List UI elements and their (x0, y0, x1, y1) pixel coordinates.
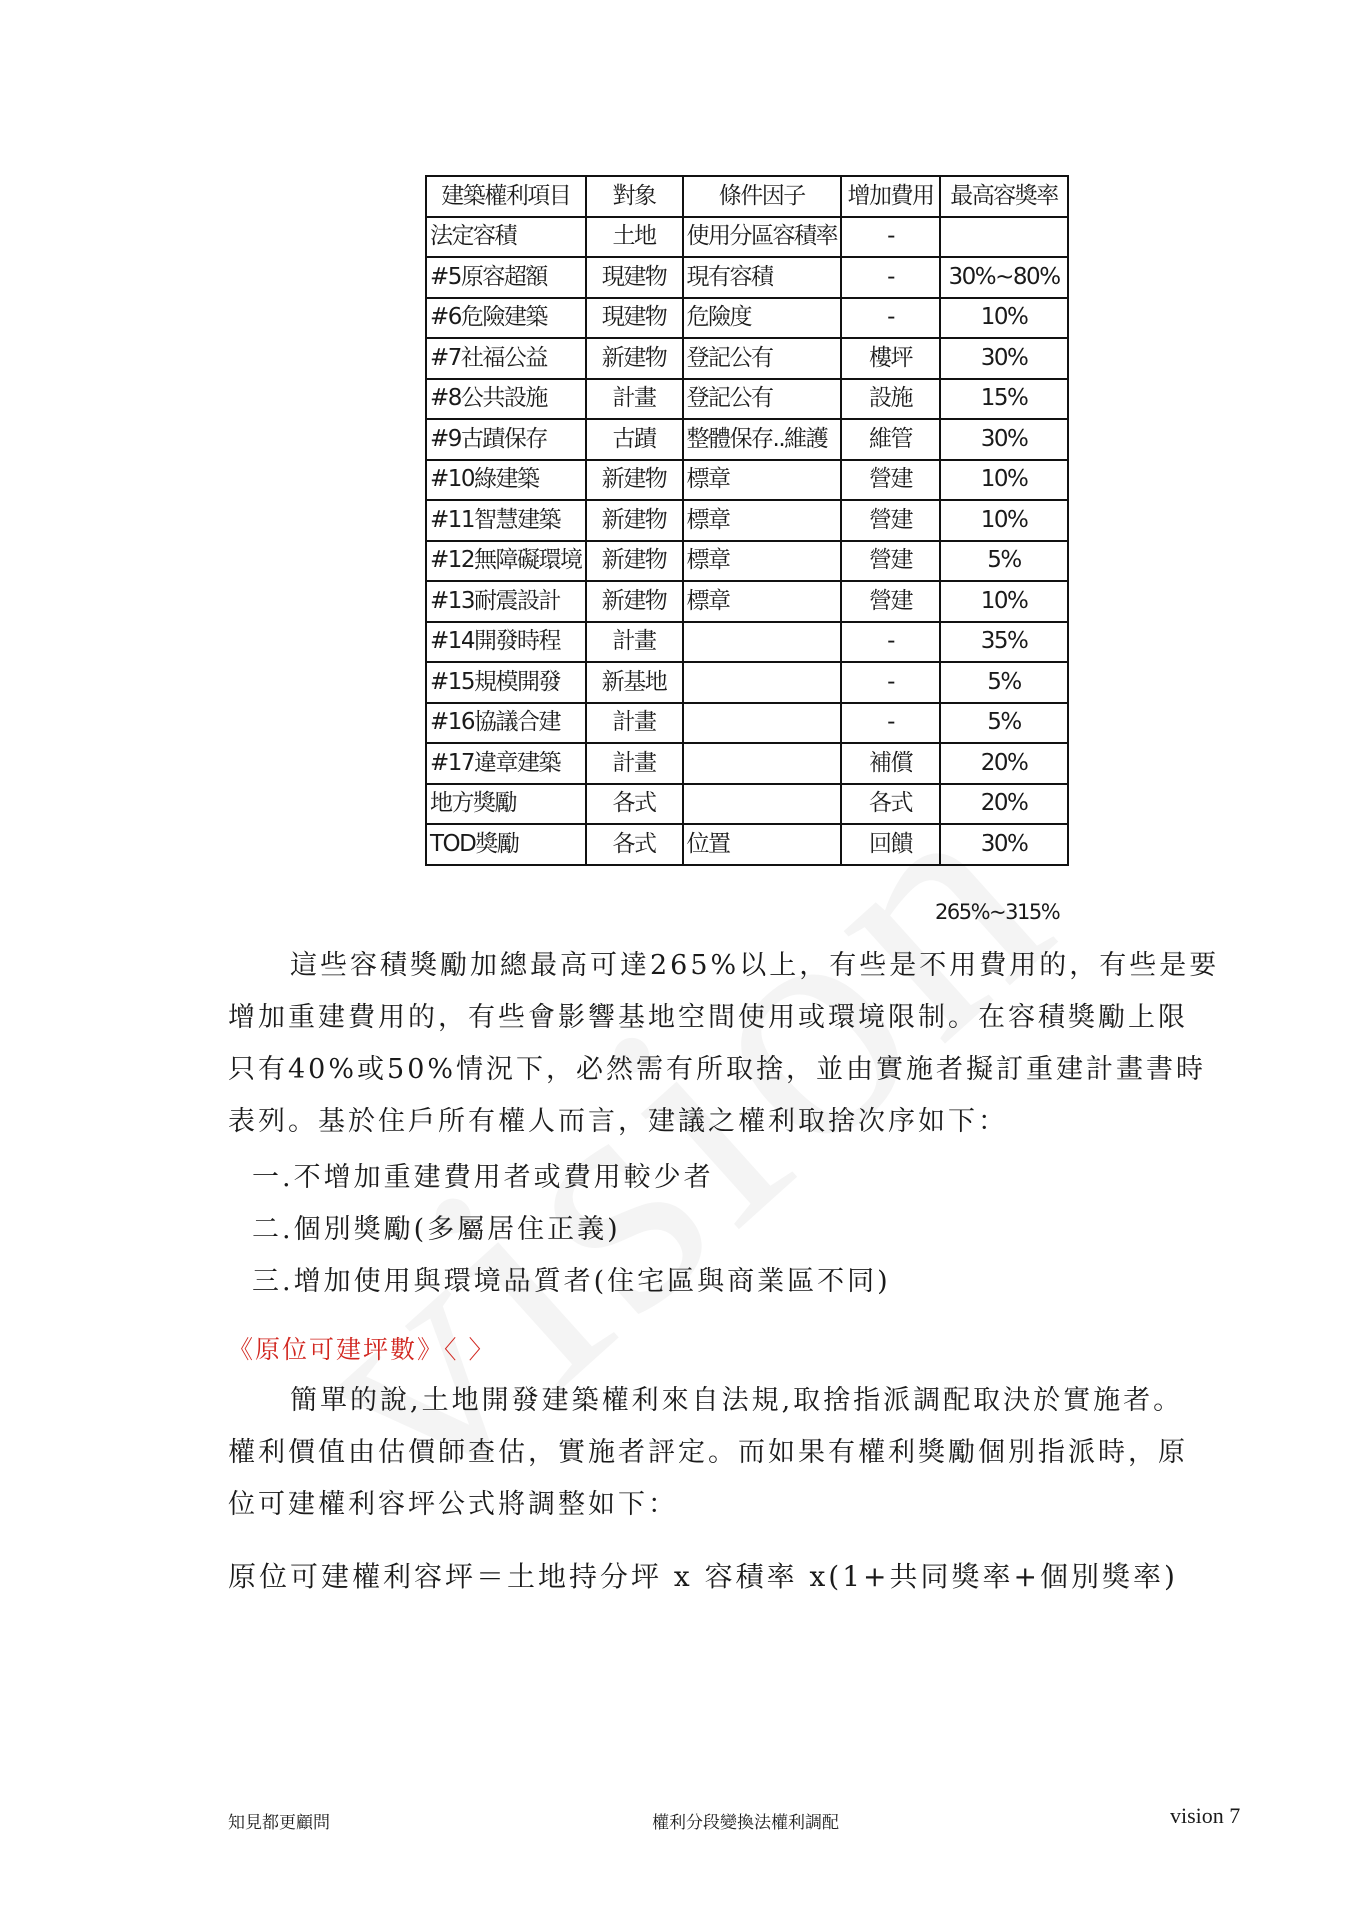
table-cell: 樓坪 (841, 338, 940, 379)
paragraph-line: 只有40%或50%情況下，必然需有所取捨，並由實施者擬訂重建計畫書時 (228, 1054, 1207, 1085)
table-row (426, 419, 1068, 460)
table-cell: #5原容超額 (426, 257, 586, 298)
table-row (426, 581, 1068, 622)
table-cell: 新建物 (586, 541, 683, 582)
table-cell: 5% (940, 703, 1068, 744)
table-row (426, 541, 1068, 582)
table-cell: 營建 (841, 500, 940, 541)
table-cell: 35% (940, 622, 1068, 663)
table-cell: 現有容積 (683, 257, 842, 298)
table-cell: #12無障礙環境 (426, 541, 586, 582)
table-row (426, 784, 1068, 825)
header-cell: 建築權利項目 (426, 176, 586, 217)
table-cell: 新建物 (586, 460, 683, 501)
table-cell (683, 784, 842, 825)
table-cell: TOD獎勵 (426, 824, 586, 865)
table-cell: #17違章建築 (426, 743, 586, 784)
table-cell (683, 622, 842, 663)
bonus-table (425, 175, 1069, 866)
table-cell: 10% (940, 500, 1068, 541)
table-cell: 計畫 (586, 622, 683, 663)
header-cell: 條件因子 (683, 176, 842, 217)
table-cell: 現建物 (586, 257, 683, 298)
list-item: 二.個別獎勵(多屬居住正義) (252, 1214, 621, 1245)
table-cell: 登記公有 (683, 379, 842, 420)
table-cell: 設施 (841, 379, 940, 420)
paragraph-line: 增加重建費用的，有些會影響基地空間使用或環境限制。在容積獎勵上限 (228, 1002, 1188, 1033)
table-cell: 新基地 (586, 662, 683, 703)
table-cell: #8公共設施 (426, 379, 586, 420)
paragraph-explanation (228, 1375, 1258, 1531)
section-title: 《原位可建坪數》〈 〉 (228, 1335, 496, 1364)
table-cell: 各式 (586, 784, 683, 825)
table-cell: 古蹟 (586, 419, 683, 460)
footer-title: 權利分段變換法權利調配 (652, 1813, 839, 1833)
table-header-row (426, 176, 1068, 217)
table-row (426, 743, 1068, 784)
table-cell: 20% (940, 784, 1068, 825)
table-cell: 標章 (683, 460, 842, 501)
table-cell: 計畫 (586, 379, 683, 420)
table-cell: 30% (940, 338, 1068, 379)
table-cell: 30% (940, 824, 1068, 865)
table-cell: #13耐震設計 (426, 581, 586, 622)
table-cell: #11智慧建築 (426, 500, 586, 541)
table-cell: 使用分區容積率 (683, 217, 842, 258)
bonus-total: 265%~315% (935, 900, 1060, 924)
table-row (426, 622, 1068, 663)
table-cell (683, 662, 842, 703)
table-cell: 30% (940, 419, 1068, 460)
table-cell: 標章 (683, 581, 842, 622)
table-cell: 標章 (683, 541, 842, 582)
table-cell: - (841, 662, 940, 703)
table-row (426, 500, 1068, 541)
table-cell: 法定容積 (426, 217, 586, 258)
table-cell: 登記公有 (683, 338, 842, 379)
table-cell: #9古蹟保存 (426, 419, 586, 460)
table-row (426, 824, 1068, 865)
formula: 原位可建權利容坪＝土地持分坪 x 容積率 x(1+共同獎率+個別獎率) (228, 1560, 1178, 1593)
table-cell: - (841, 703, 940, 744)
table-cell: 位置 (683, 824, 842, 865)
table-cell: #15規模開發 (426, 662, 586, 703)
list-item: 一.不增加重建費用者或費用較少者 (252, 1162, 714, 1193)
paragraph-line: 這些容積獎勵加總最高可達265%以上，有些是不用費用的，有些是要 (290, 950, 1220, 981)
table-cell: 各式 (841, 784, 940, 825)
table-row (426, 662, 1068, 703)
table-cell: 5% (940, 541, 1068, 582)
paragraph-line: 位可建權利容坪公式將調整如下： (228, 1489, 678, 1520)
footer-company: 知見都更顧問 (228, 1813, 330, 1833)
table-cell: - (841, 298, 940, 339)
table-cell: 20% (940, 743, 1068, 784)
table-cell: 維管 (841, 419, 940, 460)
table-cell: 15% (940, 379, 1068, 420)
table-cell: 30%~80% (940, 257, 1068, 298)
table-cell: - (841, 257, 940, 298)
paragraph-line: 簡單的說,土地開發建築權利來自法規,取捨指派調配取決於實施者。 (290, 1385, 1184, 1416)
table-row (426, 379, 1068, 420)
table-cell: 計畫 (586, 703, 683, 744)
table-cell: 10% (940, 460, 1068, 501)
table-cell (940, 217, 1068, 258)
table-row (426, 298, 1068, 339)
table-cell: 補償 (841, 743, 940, 784)
table-cell: 計畫 (586, 743, 683, 784)
table-cell: 標章 (683, 500, 842, 541)
table-cell (683, 703, 842, 744)
table-cell: 危險度 (683, 298, 842, 339)
paragraph-line: 權利價值由估價師查估，實施者評定。而如果有權利獎勵個別指派時，原 (228, 1437, 1188, 1468)
table-cell: 地方獎勵 (426, 784, 586, 825)
table-cell: 土地 (586, 217, 683, 258)
table-cell: #16協議合建 (426, 703, 586, 744)
table-cell: 新建物 (586, 581, 683, 622)
table-cell: 回饋 (841, 824, 940, 865)
table-cell: 10% (940, 298, 1068, 339)
table-cell: 10% (940, 581, 1068, 622)
list-item: 三.增加使用與環境品質者(住宅區與商業區不同) (252, 1266, 891, 1297)
table-cell: 營建 (841, 541, 940, 582)
table-cell: 營建 (841, 460, 940, 501)
header-cell: 增加費用 (841, 176, 940, 217)
table-cell: 營建 (841, 581, 940, 622)
table-cell: 整體保存..維護 (683, 419, 842, 460)
table-cell: 新建物 (586, 500, 683, 541)
table-row (426, 217, 1068, 258)
table-cell: #7社福公益 (426, 338, 586, 379)
table-row (426, 460, 1068, 501)
paragraph-line: 表列。基於住戶所有權人而言，建議之權利取捨次序如下： (228, 1106, 1008, 1137)
paragraph-intro (228, 940, 1258, 1148)
table-cell: - (841, 217, 940, 258)
footer-page-number: vision 7 (1170, 1803, 1241, 1828)
header-cell: 最高容獎率 (940, 176, 1068, 217)
header-cell: 對象 (586, 176, 683, 217)
table-cell: 5% (940, 662, 1068, 703)
table-cell (683, 743, 842, 784)
table-row (426, 338, 1068, 379)
table-cell: 現建物 (586, 298, 683, 339)
table-row (426, 703, 1068, 744)
table-row (426, 257, 1068, 298)
table-cell: - (841, 622, 940, 663)
table-cell: #10綠建築 (426, 460, 586, 501)
table-cell: 各式 (586, 824, 683, 865)
table-cell: #14開發時程 (426, 622, 586, 663)
table-cell: 新建物 (586, 338, 683, 379)
table-cell: #6危險建築 (426, 298, 586, 339)
